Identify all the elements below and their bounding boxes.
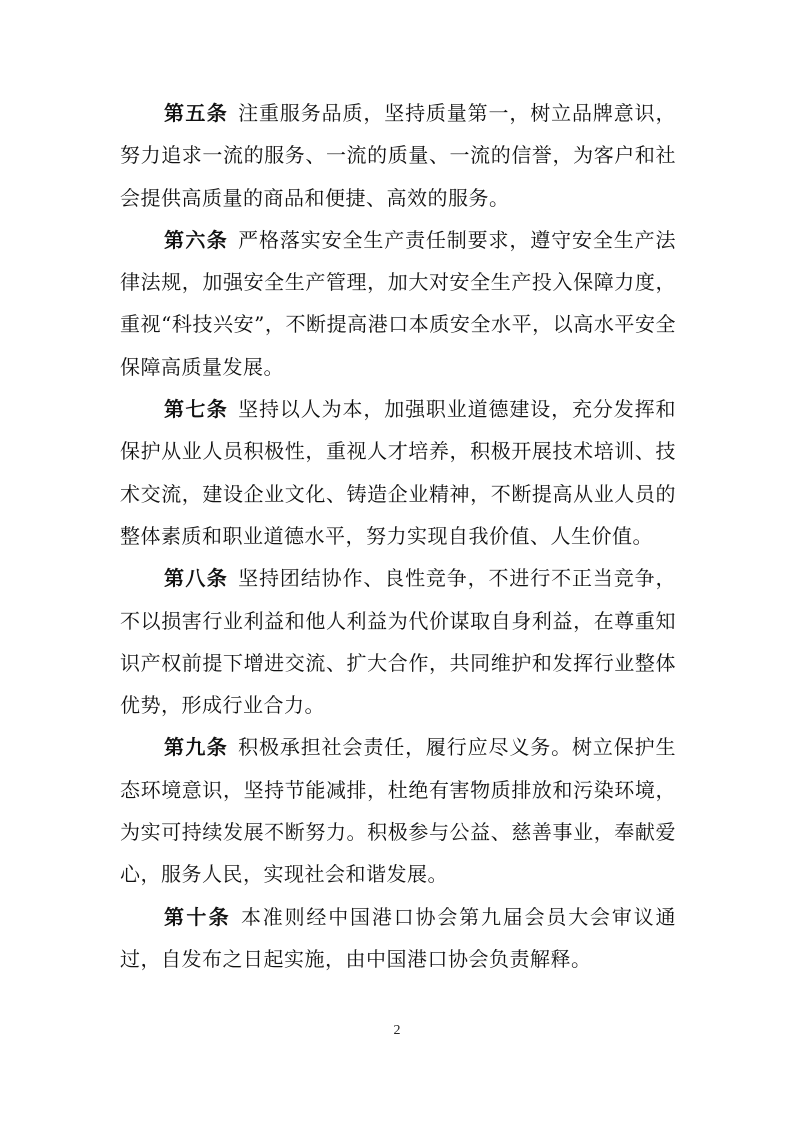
article-heading: 第七条 — [164, 397, 229, 422]
page-number: 2 — [393, 1023, 401, 1038]
article-7 — [120, 388, 676, 557]
article-5 — [120, 92, 676, 219]
article-text: 严格落实安全生产责任制要求，遵守安全生产法律法规，加强安全生产管理，加大对安全生产投入保障力度，重视“科技兴安”，不断提高港口本质安全水平，以高水平安全保障高质量发展。 — [120, 227, 677, 379]
article-text: 坚持团结协作、良性竞争，不进行不正当竞争，不以损害行业利益和他人利益为代价谋取自身利益，在尊重知识产权前提下增进交流、扩大合作，共同维护和发挥行业整体优势，形成行业合力。 — [120, 566, 677, 718]
article-9 — [120, 726, 676, 895]
article-text: 本准则经中国港口协会第九届会员大会审议通过，自发布之日起实施，由中国港口协会负责解释。 — [120, 904, 677, 971]
article-6 — [120, 219, 676, 388]
document-body — [120, 92, 676, 980]
article-text: 坚持以人为本，加强职业道德建设，充分发挥和保护从业人员积极性，重视人才培养，积极开展技术培训、技术交流，建设企业文化、铸造企业精神，不断提高从业人员的整体素质和职业道德水平，努力实现自我价值、人生价值。 — [120, 397, 677, 548]
article-text: 积极承担社会责任，履行应尽义务。树立保护生态环境意识，坚持节能减排，杜绝有害物质排放和污染环境，为实可持续发展不断努力。积极参与公益、慈善事业，奉献爱心，服务人民，实现社会和谐发展。 — [120, 735, 677, 887]
article-heading: 第十条 — [164, 904, 231, 929]
article-heading: 第六条 — [164, 227, 229, 252]
article-heading: 第九条 — [164, 735, 229, 760]
article-8 — [120, 557, 676, 726]
article-heading: 第五条 — [164, 101, 229, 125]
article-10 — [120, 896, 676, 981]
article-heading: 第八条 — [164, 566, 229, 591]
article-text: 注重服务品质，坚持质量第一，树立品牌意识，努力追求一流的服务、一流的质量、一流的信誉，为客户和社会提供高质量的商品和便捷、高效的服务。 — [120, 101, 677, 210]
